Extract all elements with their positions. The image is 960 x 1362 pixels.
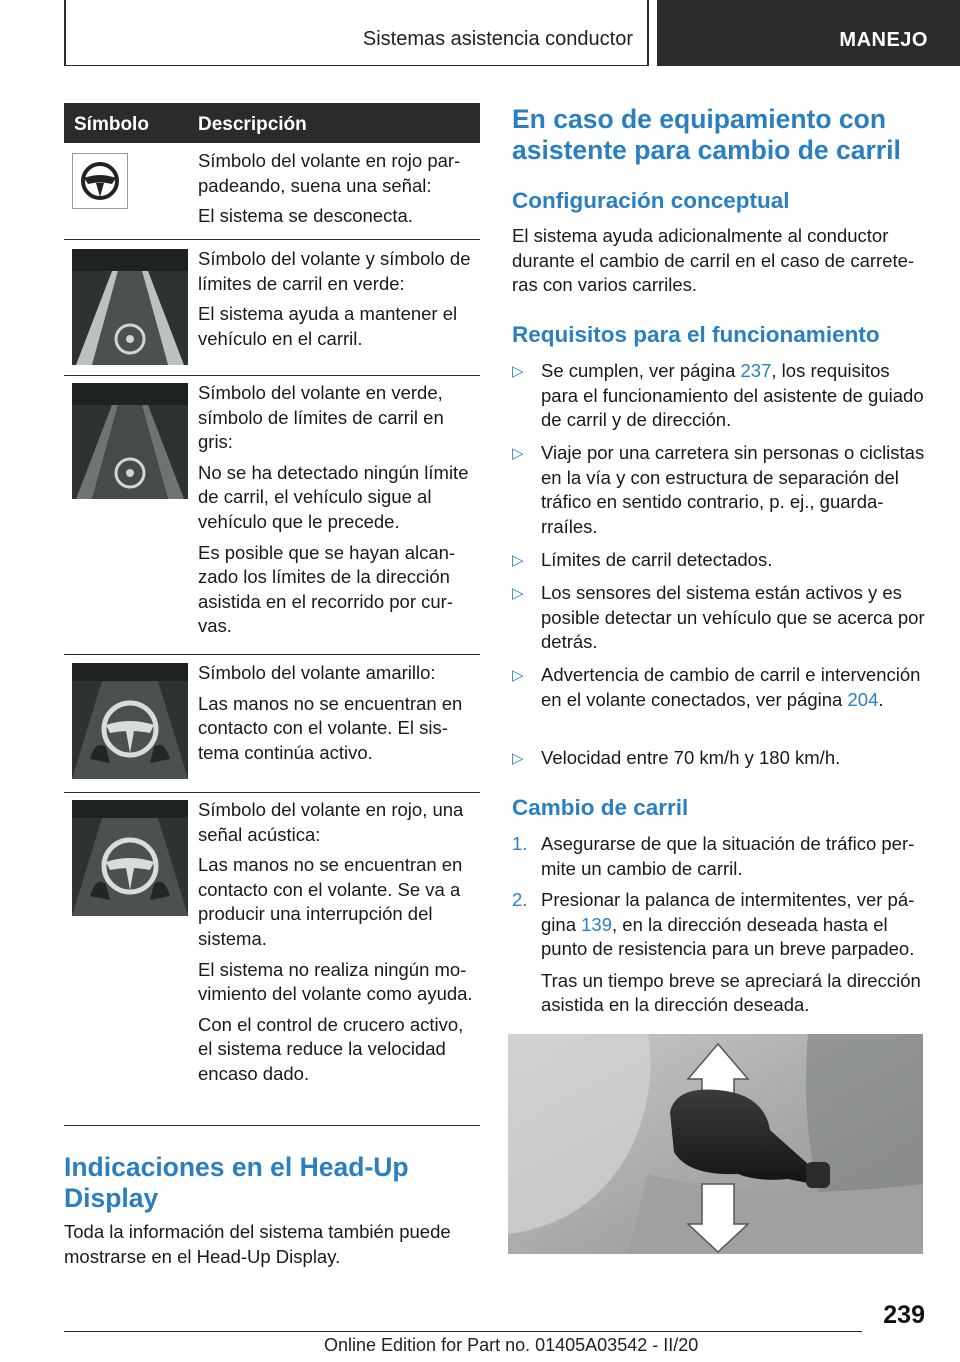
step-number: 2.	[512, 889, 528, 910]
list-item: ▷ Advertencia de cambio de carril e intervención en el volante conectados, ver página 204.	[512, 664, 921, 710]
table-row	[64, 655, 480, 793]
steering-wheel-red-icon	[72, 153, 128, 209]
concept-text: El sistema ayuda adicionalmente al conductor durante el cambio de carril en el caso de carreteras con varios carriles.	[512, 225, 915, 296]
triangle-bullet-icon: ▷	[512, 750, 524, 767]
requirements-heading: Requisitos para el funcionamiento	[512, 322, 880, 347]
turn-signal-lever-image	[508, 1034, 923, 1254]
row-description: Símbolo del volante en rojo parpadeando, suena una señal: El sistema se desconecta.	[198, 150, 461, 227]
triangle-bullet-icon: ▷	[512, 585, 524, 602]
table-row	[64, 793, 480, 1126]
section-header	[657, 0, 960, 66]
page-link[interactable]: 237	[740, 360, 772, 381]
chapter-title: Sistemas asistencia conductor	[362, 28, 633, 50]
row-description: Símbolo del volante y símbolo de límites de carril en verde: El sistema ayuda a mantener el vehículo en el carril.	[198, 248, 471, 349]
lane-change-heading: Cambio de carril	[512, 795, 689, 820]
table-header	[64, 103, 480, 143]
section-title: MANEJO	[839, 29, 928, 51]
footer-edition: Online Edition for Part no. 01405A03542 - II/20	[324, 1335, 699, 1355]
list-item: ▷ Los sensores del sistema están activos y es posible detectar un vehículo que se acerca por detrás.	[512, 582, 925, 653]
step-number: 1.	[512, 833, 528, 854]
step-item: 1. Asegurarse de que la situación de tráfico permite un cambio de carril.	[512, 833, 915, 879]
page-link[interactable]: 139	[581, 913, 612, 935]
table-row	[64, 376, 480, 655]
symbol-table	[64, 103, 480, 1126]
triangle-bullet-icon: ▷	[512, 363, 524, 380]
hands-off-yellow-icon	[72, 663, 188, 779]
triangle-bullet-icon: ▷	[512, 667, 524, 684]
row-description: Símbolo del volante en rojo, una señal acústica: Las manos no se encuentran en contacto con el volante. Se va a producir una interrupción del sistema. El sistema no realiza ningún movimiento del volante como ayuda. Con el control de crucero activo, el sistema reduce la velocidad encaso dado.	[198, 799, 473, 1084]
col-symbol-header: Símbolo	[74, 114, 149, 135]
row-description: Símbolo del volante amarillo: Las manos no se encuentran en contacto con el volante. El sistema continúa activo.	[198, 662, 463, 763]
table-row	[64, 143, 480, 240]
chapter-header	[64, 0, 649, 66]
col-description-header: Descripción	[198, 114, 307, 135]
triangle-bullet-icon: ▷	[512, 445, 524, 462]
hud-text: Toda la información del sistema también puede mostrarse en el Head-Up Display.	[64, 1221, 451, 1267]
lane-green-steering-icon	[72, 249, 188, 365]
hud-heading: Indicaciones en el Head-Up Display	[64, 1152, 409, 1213]
table-row	[64, 240, 480, 376]
footer-divider	[64, 1331, 862, 1332]
page-number: 239	[883, 1301, 925, 1329]
lane-grey-steering-icon	[72, 383, 188, 499]
hands-off-red-icon	[72, 800, 188, 916]
lane-change-title: En caso de equipamiento con asistente para cambio de carril	[512, 104, 901, 165]
triangle-bullet-icon: ▷	[512, 552, 524, 569]
row-description: Símbolo del volante en verde, símbolo de límites de carril en gris: No se ha detectado ningún límite de carril, el vehículo sigue al vehículo que le precede. Es posible que se hayan alcanzado los límites de la dirección asistida en el recorrido por curvas.	[198, 382, 469, 637]
list-item: ▷ Se cumplen, ver página 237, los requisitos para el funcionamiento del asistente de guiado de carril y de dirección.	[512, 360, 924, 431]
list-item: ▷ Velocidad entre 70 km/h y 180 km/h.	[512, 746, 926, 771]
list-item: ▷ Límites de carril detectados.	[512, 548, 926, 573]
list-item: ▷ Viaje por una carretera sin personas o ciclistas en la vía y con estructura de separación del tráfico en sentido contrario, p. ej., guardarraíles.	[512, 442, 925, 537]
page-link[interactable]: 204	[847, 688, 879, 710]
step-item: 2. Presionar la palanca de intermitentes, ver página 139, en la dirección deseada hasta el punto de resistencia para un breve parpadeo. Tras un tiempo breve se apreciará la dirección asistida en la dirección deseada.	[512, 889, 921, 1016]
concept-heading: Configuración conceptual	[512, 188, 790, 213]
